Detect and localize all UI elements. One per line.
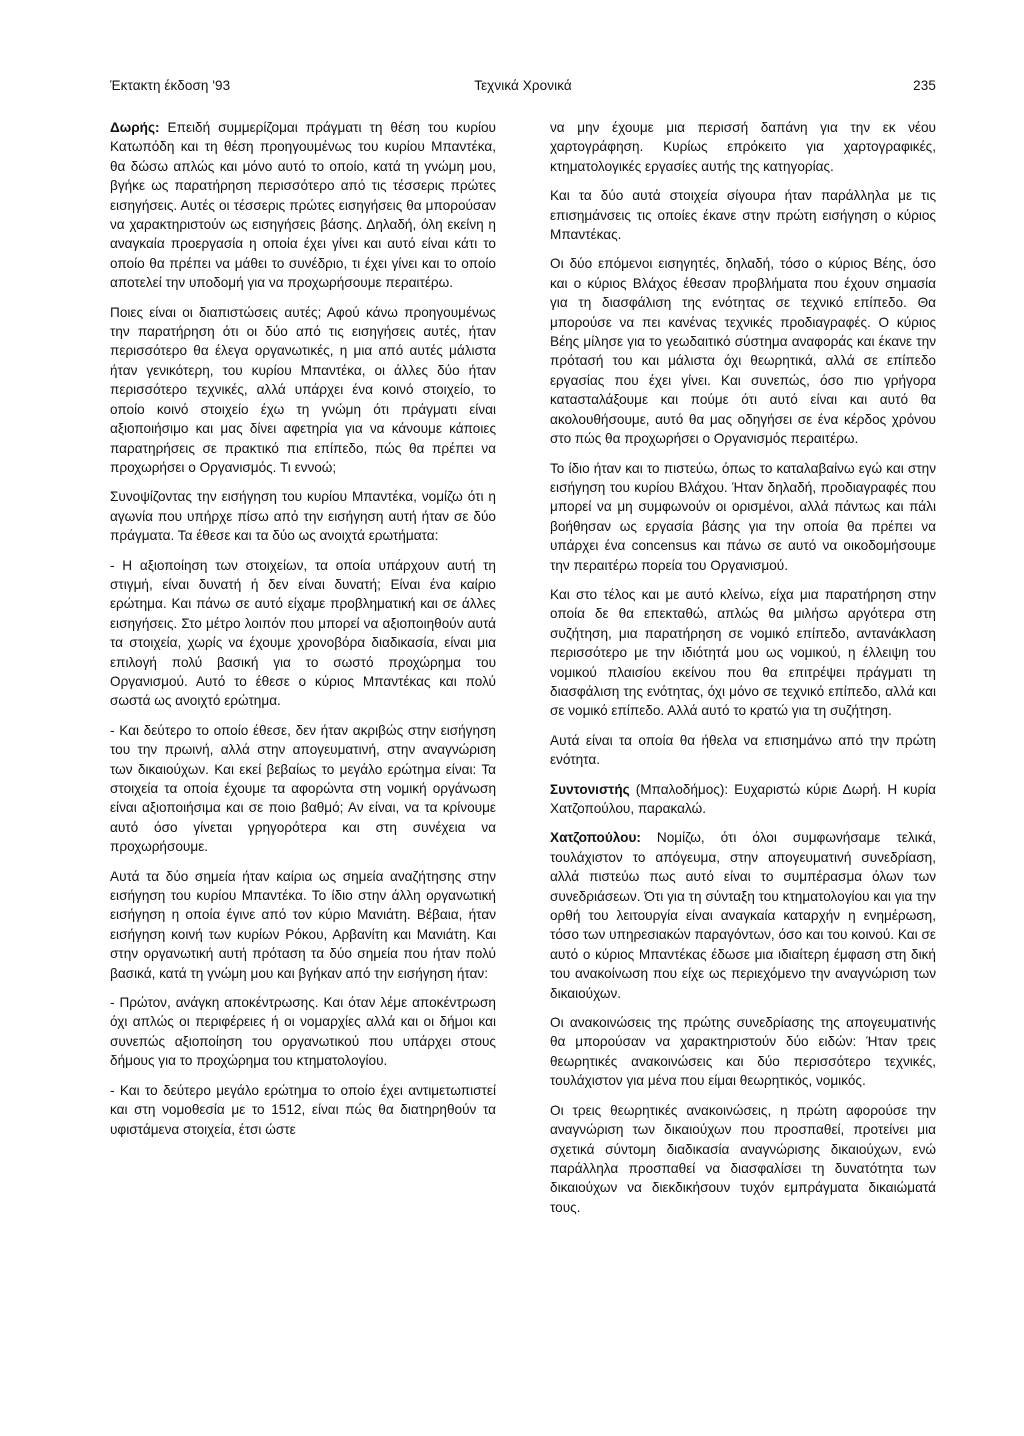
- paragraph: [550, 1013, 936, 1091]
- paragraph: [110, 1081, 496, 1139]
- right-column: [550, 118, 936, 1227]
- paragraph: [550, 780, 936, 819]
- paragraph: [550, 731, 936, 770]
- paragraph: [110, 118, 496, 293]
- paragraph: [110, 867, 496, 983]
- paragraph: [110, 721, 496, 857]
- paragraph-text: Το ίδιο ήταν και το πιστεύω, όπως το καταλαβαίνω εγώ και στην εισήγηση του κυρίου Βλάχου. Ήταν δηλαδή, προδιαγραφές που μπορεί να μη συμφωνούν οι ορισμένοι, αλλά πάντως και πάλι βοήθησαν ως εργασία βάσης για την οποία θα πρέπει να υπάρχει ένα concensus και πάνω σε αυτό να οικοδομήσουμε την περαιτέρω πορεία του Οργανισμού.: [550, 460, 936, 573]
- paragraph-text: Αυτά είναι τα οποία θα ήθελα να επισημάνω από την πρώτη ενότητα.: [550, 732, 936, 768]
- page-number: 235: [913, 78, 936, 93]
- paragraph: [550, 585, 936, 721]
- paragraph-text: να μην έχουμε μια περισσή δαπάνη για την εκ νέου χαρτογράφηση. Κυρίως επρόκειτο για χαρτογραφικές, κτηματολογικές εργασίες αυτής της κατηγορίας.: [550, 120, 936, 174]
- paragraph: [110, 487, 496, 545]
- paragraph-text: Νομίζω, ότι όλοι συμφωνήσαμε τελικά, τουλάχιστον το απόγευμα, στην απογευματινή συνεδρίαση, αλλά πιστεύω πως αυτό είναι το συμπέρασμα όλων των συνεδριάσεων. Ότι για τη σύνταξη του κτηματολογίου και για την ορθή του λειτουργία είναι αναγκαία καταρχήν η ενημέρωση, τόσο των υπηρεσιακών παραγόντων, όσο και του κοινού. Και σε αυτό ο κύριος Μπαντέκας έδωσε μια ιδιαίτερη έμφαση στη δική του ανακοίνωση που είχε ως περιεχόμενο την αναγνώριση των δικαιούχων.: [550, 830, 936, 1001]
- paragraph-text: Οι ανακοινώσεις της πρώτης συνεδρίασης της απογευματινής θα μπορούσαν να χαρακτηριστούν δύο ειδών: Ήταν τρεις θεωρητικές ανακοινώσεις και δύο περισσότερο τεχνικές, τουλάχιστον για μένα που είμαι θεωρητικός, νομικός.: [550, 1015, 936, 1089]
- paragraph-text: - Πρώτον, ανάγκη αποκέντρωσης. Και όταν λέμε αποκέντρωση όχι απλώς οι περιφέρειες ή οι νομαρχίες αλλά και οι δήμοι και συνεπώς αξιοποίηση του οργανωτικού που υπάρχει στους δήμους για το προχώρημα του κτηματολογίου.: [110, 995, 496, 1069]
- journal-title: Τεχνικά Χρονικά: [474, 78, 572, 93]
- speaker-name: Δωρής:: [110, 120, 160, 135]
- paragraph-text: Ποιες είναι οι διαπιστώσεις αυτές; Αφού κάνω προηγουμένως την παρατήρηση ότι οι δύο από τις εισηγήσεις αυτές, ήταν περισσότερο θα έλεγα οργανωτικές, η μια από αυτές μάλιστα ήταν γενικότερη, του κυρίου Μπαντέκα, οι άλλες δύο ήταν περισσότερο τεχνικές, αλλά υπάρχει ένα κοινό στοιχείο, το οποίο κοινό στοιχείο έχω τη γνώμη ότι πράγματι είναι αξιοποιήσιμο και μας δίνει αφετηρία για να κάνουμε κάποιες παρατηρήσεις σε πρακτικό πια επίπεδο, πώς θα πρέπει να προχωρήσει ο Οργανισμός. Τι εννοώ;: [110, 304, 496, 475]
- paragraph: [550, 1101, 936, 1217]
- paragraph-text: Αυτά τα δύο σημεία ήταν καίρια ως σημεία αναζήτησης στην εισήγηση του κυρίου Μπαντέκα. Το ίδιο στην άλλη οργανωτική εισήγηση η οποία έγινε από τον κύριο Μανιάτη. Βέβαια, ήταν εισήγηση κοινή των κυρίων Ρόκου, Αρβανίτη και Μανιάτη. Και στην οργανωτική αυτή πρόταση τα δύο σημεία που ήταν πολύ βασικά, κατά τη γνώμη μου και βγήκαν από την εισήγηση ήταν:: [110, 868, 496, 981]
- paragraph: [110, 993, 496, 1071]
- speaker-name: Χατζοπούλου:: [550, 830, 641, 846]
- paragraph: [110, 303, 496, 478]
- paragraph: [110, 556, 496, 711]
- left-column: [110, 118, 496, 1227]
- text-columns: [110, 118, 936, 1227]
- edition-label: Έκτακτη έκδοση '93: [110, 78, 231, 93]
- paragraph-text: (Μπαλοδήμος): Ευχαριστώ κύριε Δωρή. Η κυρία Χατζοπούλου, παρακαλώ.: [550, 781, 936, 816]
- paragraph-text: Συνοψίζοντας την εισήγηση του κυρίου Μπαντέκα, νομίζω ότι η αγωνία που υπήρχε πίσω από την εισήγηση αυτή ήταν σε δύο πράγματα. Τα έθεσε και τα δύο ως ανοιχτά ερωτήματα:: [110, 489, 496, 544]
- paragraph: [550, 254, 936, 448]
- paragraph: [550, 459, 936, 575]
- paragraph-text: - Και το δεύτερο μεγάλο ερώτημα το οποίο έχει αντιμετωπιστεί και στη νομοθεσία με το 1512, είναι πώς θα διατηρηθούν τα υφιστάμενα στοιχεία, έτσι ώστε: [110, 1082, 496, 1137]
- speaker-name: Συντονιστής: [550, 781, 630, 797]
- paragraph-text: Επειδή συμμερίζομαι πράγματι τη θέση του κυρίου Κατωπόδη και τη θέση προηγουμένως του κυρίου Μπαντέκα, θα δώσω απλώς και μόνο αυτό το οποίο, κατά τη γνώμη μου, βγήκε ως παρατήρηση περισσότερο από τις τέσσερις πρώτες εισηγήσεις. Αυτές οι τέσσερις πρώτες εισηγήσεις θα μπορούσαν να χαρακτηριστούν ως εισηγήσεις βάσης. Δηλαδή, όλη εκείνη η αναγκαία προεργασία η οποία έχει γίνει και αυτό είναι κάτι το οποίο θα πρέπει να μάθει το συνέδριο, τι έχει γίνει και το οποίο αποτελεί την υποδομή για να προχωρήσουμε περαιτέρω.: [110, 120, 496, 291]
- running-header: [110, 78, 936, 100]
- paragraph-text: - Η αξιοποίηση των στοιχείων, τα οποία υπάρχουν αυτή τη στιγμή, είναι δυνατή ή δεν είναι δυνατή; Είναι ένα καίριο ερώτημα. Και πάνω σε αυτό είχαμε προβληματική και σε άλλες εισηγήσεις. Στο μέτρο λοιπόν που μπορεί να αξιοποιηθούν αυτά τα στοιχεία, χωρίς να έχουμε χρονοβόρα διαδικασία, είναι μια επιλογή πολύ βασική για το σωστό προχώρημα του Οργανισμού. Αυτό το έθεσε ο κύριος Μπαντέκας και πολύ σωστά ως ανοιχτό ερώτημα.: [110, 557, 496, 709]
- paragraph: [550, 186, 936, 244]
- paragraph: [550, 828, 936, 1003]
- paragraph-text: Οι τρεις θεωρητικές ανακοινώσεις, η πρώτη αφορούσε την αναγνώριση των δικαιούχων που προσπαθεί, προτείνει μια σχετικά σύντομη διαδικασία αναγνώρισης δικαιούχων, ενώ παράλληλα προσπαθεί να διασφαλίσει τη δυνατότητα των δικαιούχων να διεκδικήσουν τυχόν εμπράγματα δικαιώματά τους.: [550, 1102, 936, 1215]
- paragraph-text: Και τα δύο αυτά στοιχεία σίγουρα ήταν παράλληλα με τις επισημάνσεις τις οποίες έκανε στην πρώτη εισήγηση ο κύριος Μπαντέκας.: [550, 188, 936, 243]
- paragraph-text: - Και δεύτερο το οποίο έθεσε, δεν ήταν ακριβώς στην εισήγηση του την πρωινή, αλλά στην απογευματινή, στην αναγνώριση των δικαιούχων. Και εκεί βεβαίως το μεγάλο ερώτημα είναι: Τα στοιχεία τα οποία έχουμε τα αφορώντα στη νομική οργάνωση είναι αξιοποιήσιμα και σε ποιο βαθμό; Αν είναι, να τα κρίνουμε αυτό όσο γίνεται γρηγορότερα και στη συνέχεια να προχωρήσουμε.: [110, 722, 496, 855]
- paragraph-text: Οι δύο επόμενοι εισηγητές, δηλαδή, τόσο ο κύριος Βέης, όσο και ο κύριος Βλάχος έθεσαν προβλήματα που έχουν σημασία για τη διασφάλιση της ενότητας σε τεχνικό επίπεδο. Θα μπορούσε να πει κανένας τεχνικές προδιαγραφές. Ο κύριος Βέης μίλησε για το γεωδαιτικό σύστημα αναφοράς και έκανε την πρότασή του και μάλιστα όχι θεωρητικά, αλλά σε επίπεδο εργασίας που έχει γίνει. Και συνεπώς, όσο πιο γρήγορα κατασταλάξουμε και πούμε ότι αυτό είναι και αυτό θα ακολουθήσουμε, αυτό θα μας οδηγήσει σε ένα κέρδος χρόνου στο πώς θα προχωρήσει ο Οργανισμός περαιτέρω.: [550, 256, 936, 447]
- paragraph: [550, 118, 936, 176]
- paragraph-text: Και στο τέλος και με αυτό κλείνω, είχα μια παρατήρηση στην οποία δε θα επεκταθώ, απλώς θα μιλήσω αργότερα στη συζήτηση, μια παρατήρηση σε νομικό επίπεδο, αντανάκλαση περισσότερο με την ιδιότητά μου ως νομικού, η έλλειψη του νομικού πλαισίου εκείνου που θα επιτρέψει πράγματι τη διασφάλιση της ενότητας, όχι μόνο σε τεχνικό επίπεδο, αλλά και σε νομικό επίπεδο. Αλλά αυτό το κρατώ για τη συζήτηση.: [550, 586, 936, 719]
